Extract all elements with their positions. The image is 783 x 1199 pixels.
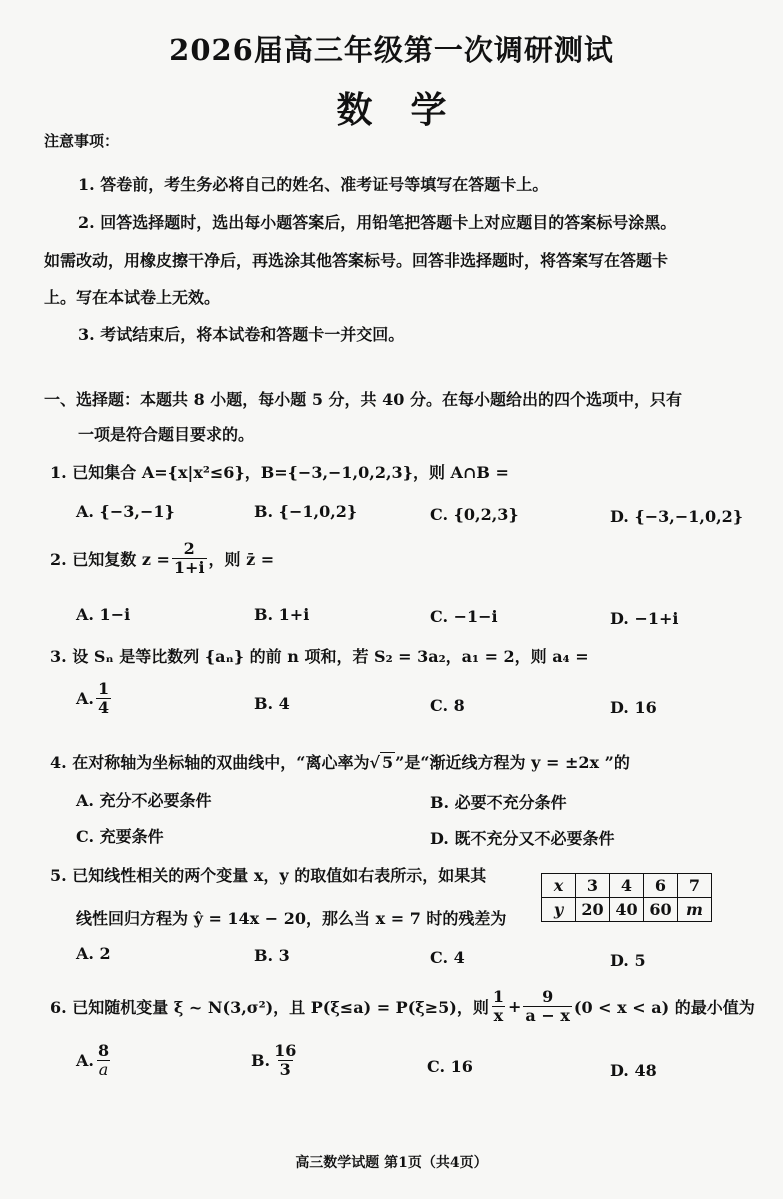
question-6-option-a-denominator: a (98, 1060, 109, 1080)
table-cell: x (542, 874, 576, 898)
question-6-option-a-numerator: 8 (97, 1041, 110, 1060)
question-6-option-b-numerator: 16 (274, 1041, 297, 1060)
question-6-option-b (251, 1042, 300, 1080)
question-5-option-b: B. 3 (254, 946, 290, 965)
notice-item-1: 1. 答卷前，考生务必将自己的姓名、准考证号等填写在答题卡上。 (78, 175, 549, 194)
question-6-option-a-fraction (96, 1042, 111, 1080)
question-6-option-a-label: A. (76, 1051, 94, 1071)
question-6-fraction-2-denominator: a − x (525, 1006, 570, 1026)
question-6-fraction-2 (523, 988, 571, 1026)
page-footer: 高三数学试题 第1页（共4页） (295, 1155, 488, 1171)
question-6-option-a (76, 1042, 113, 1080)
question-3-option-c: C. 8 (430, 696, 465, 715)
question-5-option-a: A. 2 (76, 944, 111, 963)
question-5-option-d: D. 5 (610, 951, 646, 970)
question-5-option-c: C. 4 (430, 948, 465, 967)
question-6-stem (50, 988, 755, 1026)
question-4-stem-pre: 4. 在对称轴为坐标轴的双曲线中，“离心率为√ (50, 753, 380, 772)
question-1-option-a: A. {−3,−1} (76, 502, 175, 521)
question-2-option-b: B. 1+i (254, 605, 310, 624)
table-cell: 4 (610, 874, 644, 898)
exam-title: 2026届高三年级第一次调研测试 (169, 33, 614, 67)
question-1-option-b: B. {−1,0,2} (254, 502, 358, 521)
question-6-fraction-2-numerator: 9 (542, 987, 554, 1006)
question-3-option-a (76, 680, 113, 718)
question-1-option-c: C. {0,2,3} (430, 505, 519, 524)
question-6-stem-post: (0 < x < a) 的最小值为 (573, 998, 755, 1018)
question-5-stem-line-2: 线性回归方程为 ŷ = 14x − 20，那么当 x = 7 时的残差为 (76, 909, 507, 928)
question-6-fraction-1-denominator: x (493, 1006, 504, 1026)
question-6-option-b-label: B. (251, 1051, 271, 1071)
question-2-option-c: C. −1−i (430, 607, 498, 626)
question-2-stem-post: ，则 z̄ = (208, 550, 275, 570)
question-3-stem: 3. 设 Sₙ 是等比数列 {aₙ} 的前 n 项和，若 S₂ = 3a₂，a₁ = 2，则 a₄ = (50, 647, 589, 666)
notice-heading: 注意事项： (44, 132, 120, 150)
question-3-option-d: D. 16 (610, 698, 657, 717)
question-6-option-b-denominator: 3 (279, 1060, 291, 1080)
table-cell: 6 (644, 874, 678, 898)
question-4-option-b: B. 必要不充分条件 (430, 793, 567, 812)
question-6-plus: + (508, 997, 522, 1017)
question-4-option-d: D. 既不充分又不必要条件 (430, 829, 615, 848)
section-heading-line-1: 一、选择题：本题共 8 小题，每小题 5 分，共 40 分。在每小题给出的四个选项中，只有 (44, 390, 682, 409)
section-heading-line-2: 一项是符合题目要求的。 (78, 425, 255, 444)
table-row-x (542, 874, 712, 898)
notice-item-2-line-3: 上。写在本试卷上无效。 (44, 288, 221, 307)
question-4-stem-post: ”是“渐近线方程为 y = ±2x ”的 (395, 753, 630, 772)
question-4-sqrt-value: 5 (382, 753, 394, 772)
question-6-fraction-1 (491, 988, 506, 1026)
question-1-option-d: D. {−3,−1,0,2} (610, 507, 744, 526)
question-2-stem-pre: 2. 已知复数 z = (50, 550, 170, 570)
table-cell: 20 (576, 898, 610, 922)
question-2-numerator: 2 (183, 539, 195, 558)
table-cell: 3 (576, 874, 610, 898)
question-2-fraction (172, 540, 207, 578)
question-5-data-table (541, 873, 712, 922)
notice-item-3: 3. 考试结束后，将本试卷和答题卡一并交回。 (78, 325, 405, 344)
question-2-option-d: D. −1+i (610, 609, 679, 628)
question-2-denominator: 1+i (173, 558, 205, 578)
table-cell: y (542, 898, 576, 922)
table-row-y (542, 898, 712, 922)
question-5-stem-line-1: 5. 已知线性相关的两个变量 x，y 的取值如右表所示，如果其 (50, 866, 487, 885)
table-cell: 7 (678, 874, 712, 898)
question-6-stem-pre: 6. 已知随机变量 ξ ~ N(3,σ²)，且 P(ξ≤a) = P(ξ≥5)，则 (50, 998, 489, 1018)
question-3-option-a-label: A. (76, 689, 94, 709)
question-4-stem (50, 750, 630, 773)
question-3-option-a-numerator: 1 (97, 679, 110, 698)
notice-item-2-line-1: 2. 回答选择题时，选出每小题答案后，用铅笔把答题卡上对应题目的答案标号涂黑。 (78, 213, 677, 232)
notice-item-2-line-2: 如需改动，用橡皮擦干净后，再选涂其他答案标号。回答非选择题时，将答案写在答题卡 (44, 251, 669, 270)
question-2-stem (50, 540, 274, 578)
question-3-option-a-fraction (96, 680, 111, 718)
question-2-option-a: A. 1−i (76, 605, 131, 624)
subject-title: 数学 (336, 89, 485, 131)
question-4-option-a: A. 充分不必要条件 (76, 791, 212, 810)
table-cell: 40 (610, 898, 644, 922)
question-6-option-d: D. 48 (610, 1061, 657, 1080)
question-3-option-a-denominator: 4 (97, 698, 110, 718)
question-3-option-b: B. 4 (254, 694, 290, 713)
table-cell: 60 (644, 898, 678, 922)
question-6-fraction-1-numerator: 1 (492, 987, 505, 1006)
question-6-option-b-fraction (272, 1042, 298, 1080)
table-cell: m (678, 898, 712, 922)
question-4-option-c: C. 充要条件 (76, 827, 164, 846)
question-1-stem: 1. 已知集合 A={x|x²≤6}，B={−3,−1,0,2,3}，则 A∩B = (50, 463, 509, 482)
question-6-option-c: C. 16 (427, 1057, 473, 1076)
